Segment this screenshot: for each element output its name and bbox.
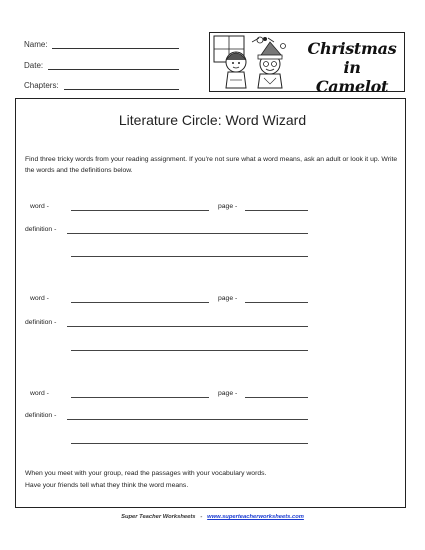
word-line-2[interactable] [71, 302, 209, 303]
date-label: Date: [24, 61, 44, 70]
chapters-line[interactable] [64, 89, 179, 90]
definition-label-1: definition - [25, 226, 57, 233]
page-label-3: page - [218, 390, 238, 397]
definition-line-2a[interactable] [67, 326, 308, 327]
book-title-line1: Christmas in [307, 39, 397, 77]
page-line-1[interactable] [245, 210, 308, 211]
definition-line-1a[interactable] [67, 233, 308, 234]
book-title [302, 39, 402, 96]
page-line-3[interactable] [245, 397, 308, 398]
closing-line-1: When you meet with your group, read the passages with your vocabulary words. [25, 470, 267, 477]
children-illustration-icon [212, 34, 302, 90]
page-title: Literature Circle: Word Wizard [118, 112, 307, 128]
word-label-1: word - [30, 203, 49, 210]
definition-line-2b[interactable] [71, 350, 308, 351]
book-title-line2: Camelot [315, 77, 389, 96]
footer-brand: Super Teacher Worksheets [121, 514, 196, 520]
name-label: Name: [24, 40, 48, 49]
word-line-1[interactable] [71, 210, 209, 211]
chapters-label: Chapters: [24, 81, 59, 90]
name-field[interactable] [24, 40, 48, 49]
definition-line-3b[interactable] [71, 443, 308, 444]
instructions: Find three tricky words from your reading assignment. If you're not sure what a word means, ask an adult or look it up. Write the words and the definitions below. [25, 156, 398, 174]
footer-url-link[interactable]: www.superteacherworksheets.com [207, 514, 304, 520]
page-label-1: page - [218, 203, 238, 210]
definition-line-1b[interactable] [71, 256, 308, 257]
footer [0, 514, 425, 520]
closing-instructions [25, 468, 400, 492]
footer-separator: - [200, 514, 203, 520]
definition-label-2: definition - [25, 319, 57, 326]
book-logo [209, 32, 405, 96]
word-label-2: word - [30, 295, 49, 302]
date-field[interactable] [24, 61, 43, 70]
page-label-2: page - [218, 295, 238, 302]
chapters-field[interactable] [24, 81, 59, 90]
word-label-3: word - [30, 390, 49, 397]
name-line[interactable] [52, 48, 179, 49]
word-line-3[interactable] [71, 397, 209, 398]
definition-label-3: definition - [25, 412, 57, 419]
page-line-2[interactable] [245, 302, 308, 303]
closing-line-2: Have your friends tell what they think the word means. [25, 482, 189, 489]
definition-line-3a[interactable] [67, 419, 308, 420]
date-line[interactable] [48, 69, 179, 70]
